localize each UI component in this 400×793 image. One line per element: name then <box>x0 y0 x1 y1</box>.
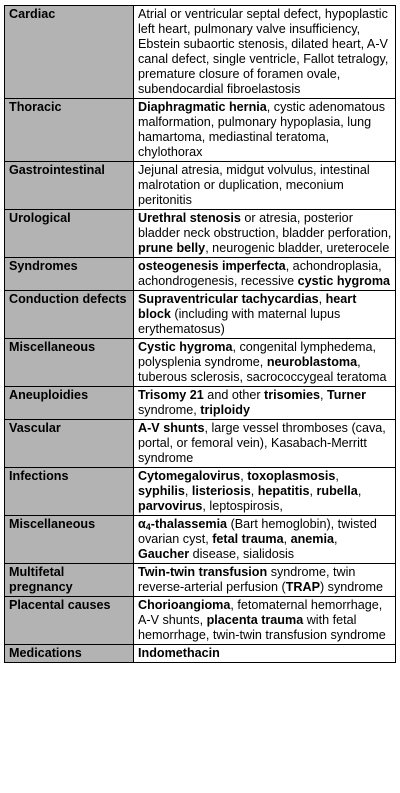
bold-term: α <box>138 517 146 531</box>
bold-term: toxoplasmosis <box>247 469 336 483</box>
bold-term: -thalassemia <box>150 517 228 531</box>
bold-term: Indomethacin <box>138 646 220 660</box>
category-cell: Medications <box>5 645 134 663</box>
bold-term: fetal trauma <box>212 532 284 546</box>
plain-text: , achondroplasia, achondrogenesis, recessive <box>138 259 382 288</box>
description-cell <box>134 468 396 516</box>
subscript-text: 4 <box>145 522 151 532</box>
plain-text: , congenital lymphedema, polysplenia syndrome, <box>138 340 376 369</box>
bold-term: parvovirus <box>138 499 203 513</box>
plain-text: disease, sialidosis <box>189 547 295 561</box>
table-row <box>5 210 396 258</box>
description-cell <box>134 420 396 468</box>
plain-text: (Bart hemoglobin), twisted ovarian cyst, <box>138 517 377 546</box>
bold-term: TRAP <box>285 580 320 594</box>
causes-table <box>4 5 396 663</box>
bold-term: Gaucher <box>138 547 190 561</box>
plain-text: , <box>318 292 326 306</box>
plain-text: , <box>320 388 328 402</box>
description-cell <box>134 99 396 162</box>
category-cell: Placental causes <box>5 597 134 645</box>
bold-term: Chorioangioma <box>138 598 231 612</box>
description-cell <box>134 564 396 597</box>
plain-text: Jejunal atresia, midgut volvulus, intestinal malrotation or duplication, meconium peritonitis <box>138 163 370 207</box>
table-row <box>5 597 396 645</box>
description-cell <box>134 387 396 420</box>
bold-term: heart block <box>138 292 357 321</box>
table-row <box>5 468 396 516</box>
plain-text: , <box>334 532 338 546</box>
bold-term: osteogenesis imperfecta <box>138 259 286 273</box>
bold-term: rubella <box>316 484 358 498</box>
description-cell <box>134 6 396 99</box>
description-cell <box>134 162 396 210</box>
table-row <box>5 258 396 291</box>
description-cell <box>134 597 396 645</box>
bold-term: prune belly <box>138 241 206 255</box>
description-cell <box>134 291 396 339</box>
bold-term: listeriosis <box>191 484 251 498</box>
description-cell <box>134 210 396 258</box>
table-body <box>5 6 396 663</box>
table-row <box>5 162 396 210</box>
table-row <box>5 645 396 663</box>
description-cell <box>134 339 396 387</box>
plain-text: with fetal hemorrhage, twin-twin transfusion syndrome <box>138 613 386 642</box>
category-cell: Gastrointestinal <box>5 162 134 210</box>
plain-text: , <box>357 484 362 498</box>
bold-term: hepatitis <box>257 484 310 498</box>
category-cell: Thoracic <box>5 99 134 162</box>
bold-term: anemia <box>290 532 334 546</box>
bold-term: triploidy <box>200 403 250 417</box>
table-row <box>5 291 396 339</box>
category-cell: Multifetal pregnancy <box>5 564 134 597</box>
table-row <box>5 564 396 597</box>
bold-term: Cytomegalovirus <box>138 469 241 483</box>
bold-term: Cystic hygroma <box>138 340 233 354</box>
bold-term: A-V shunts <box>138 421 205 435</box>
category-cell: Aneuploidies <box>5 387 134 420</box>
bold-term: Turner <box>327 388 366 402</box>
table-row <box>5 99 396 162</box>
category-cell: Miscellaneous <box>5 339 134 387</box>
plain-text: , <box>309 484 317 498</box>
plain-text: , <box>240 469 248 483</box>
bold-term: Trisomy 21 <box>138 388 204 402</box>
category-cell: Infections <box>5 468 134 516</box>
plain-text: , <box>250 484 258 498</box>
plain-text: , large vessel thromboses (cava, portal, or femoral vein), Kasabach-Merritt syndrome <box>138 421 386 465</box>
category-cell: Syndromes <box>5 258 134 291</box>
plain-text: , fetomaternal hemorrhage, A-V shunts, <box>138 598 383 627</box>
category-cell: Miscellaneous <box>5 516 134 564</box>
plain-text: or atresia, posterior bladder neck obstruction, bladder perforation, <box>138 211 392 240</box>
table-row <box>5 516 396 564</box>
plain-text: ) syndrome <box>319 580 383 594</box>
plain-text: , <box>335 469 339 483</box>
bold-term: Twin-twin transfusion <box>138 565 268 579</box>
plain-text: , cystic adenomatous malformation, pulmonary hypoplasia, lung hamartoma, mediastinal teratoma, chylothorax <box>138 100 386 159</box>
plain-text: , tuberous sclerosis, sacrococcygeal teratoma <box>138 355 387 384</box>
description-cell <box>134 645 396 663</box>
category-cell: Cardiac <box>5 6 134 99</box>
plain-text: , <box>283 532 291 546</box>
bold-term: Diaphragmatic hernia <box>138 100 267 114</box>
table-row <box>5 339 396 387</box>
table-row <box>5 387 396 420</box>
plain-text: syndrome, <box>138 403 201 417</box>
category-cell: Conduction defects <box>5 291 134 339</box>
bold-term: trisomies <box>264 388 321 402</box>
table-row <box>5 6 396 99</box>
bold-term: cystic hygroma <box>297 274 391 288</box>
bold-term: Supraventricular tachycardias <box>138 292 319 306</box>
bold-term: placenta trauma <box>206 613 304 627</box>
plain-text: (including with maternal lupus erythematosus) <box>138 307 341 336</box>
bold-term: neuroblastoma <box>266 355 358 369</box>
plain-text: , neurogenic bladder, ureterocele <box>205 241 390 255</box>
plain-text: and other <box>203 388 265 402</box>
table-row <box>5 420 396 468</box>
plain-text: syndrome, twin reverse-arterial perfusion ( <box>138 565 356 594</box>
description-cell <box>134 516 396 564</box>
category-cell: Urological <box>5 210 134 258</box>
category-cell: Vascular <box>5 420 134 468</box>
plain-text: Atrial or ventricular septal defect, hypoplastic left heart, pulmonary valve insufficiency, Ebstein subaortic stenosis, dilated heart, A-V canal defect, single ventricle, Fallot tetralogy, premature closure of foramen ovale, subendocardial fibroelastosis <box>138 7 389 96</box>
plain-text: , leptospirosis, <box>202 499 283 513</box>
bold-term: Urethral stenosis <box>138 211 241 225</box>
plain-text: , <box>184 484 192 498</box>
description-cell <box>134 258 396 291</box>
bold-term: syphilis <box>138 484 185 498</box>
